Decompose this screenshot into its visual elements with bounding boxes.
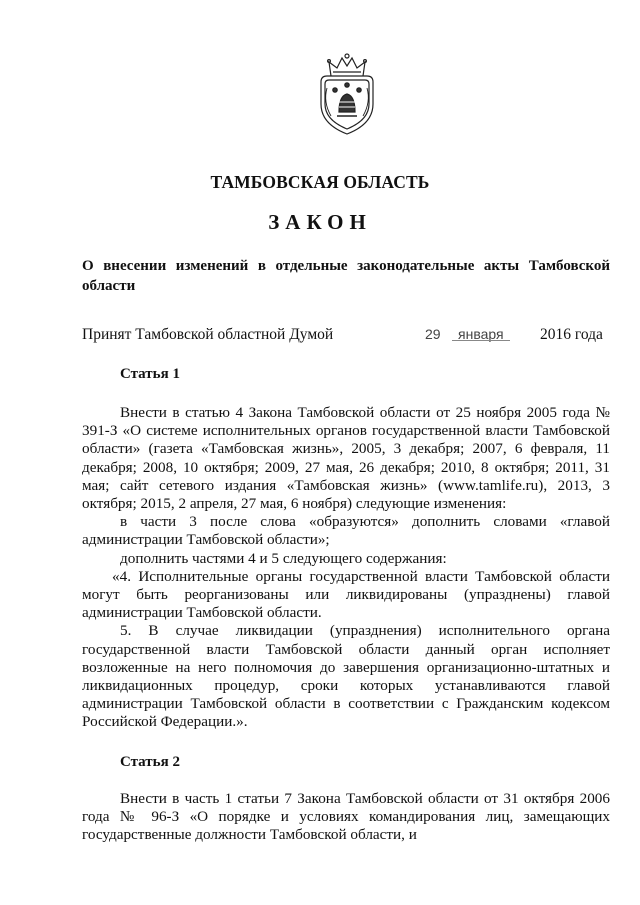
law-subject: О внесении изменений в отдельные законодательные акты Тамбовской области (82, 258, 610, 294)
adoption-day: 29 (425, 326, 441, 342)
adoption-month: января (458, 326, 504, 342)
coat-of-arms-icon (315, 52, 379, 136)
adoption-year: 2016 года (540, 326, 603, 343)
article-1-paragraph: в части 3 после слова «образуются» дополнить словами «главой администрации Тамбовской области»; (82, 513, 610, 549)
article-2-title: Статья 2 (120, 754, 180, 770)
article-1-paragraph: 5. В случае ликвидации (упразднения) исполнительного органа государственной власти Тамбовской области данный орган исполняет возложенные на него полномочия до завершения организационно-штатных и ликвидационных процедур, сроки которых устанавливаются главой администрации Тамбовской области в соответствии с Гражданским кодексом Российской Федерации.». (82, 622, 610, 731)
adoption-line (82, 326, 610, 346)
adopted-by: Принят Тамбовской областной Думой (82, 326, 334, 343)
article-2-paragraph: Внести в часть 1 статьи 7 Закона Тамбовской области от 31 октября 2006 года № 96-З «О порядке и условиях командирования лиц, замещающих государственные должности Тамбовской области, и (82, 790, 610, 844)
region-title: ТАМБОВСКАЯ ОБЛАСТЬ (210, 172, 430, 192)
article-1-title: Статья 1 (120, 366, 180, 382)
document-type: ЗАКОН (268, 210, 372, 234)
article-1-body (82, 404, 610, 732)
article-1-paragraph: Внести в статью 4 Закона Тамбовской области от 25 ноября 2005 года № 391-З «О системе исполнительных органов государственной власти Тамбовской области» (газета «Тамбовская жизнь», 2005, 3 декабря; 2007, 6 февраля, 11 декабря; 2008, 10 октября; 2009, 27 мая, 26 декабря; 2010, 8 октября; 2011, 31 мая; сайт сетевого издания «Тамбовская жизнь» (www.tamlife.ru), 2013, 3 октября; 2015, 2 апреля, 27 мая, 6 ноября) следующие изменения: (82, 404, 610, 513)
article-1-paragraph: «4. Исполнительные органы государственной власти Тамбовской области могут быть реорганизованы или ликвидированы (упразднены) главой администрации Тамбовской области. (82, 567, 610, 622)
article-2-body (82, 790, 610, 845)
article-1-paragraph: дополнить частями 4 и 5 следующего содержания: (120, 549, 447, 567)
